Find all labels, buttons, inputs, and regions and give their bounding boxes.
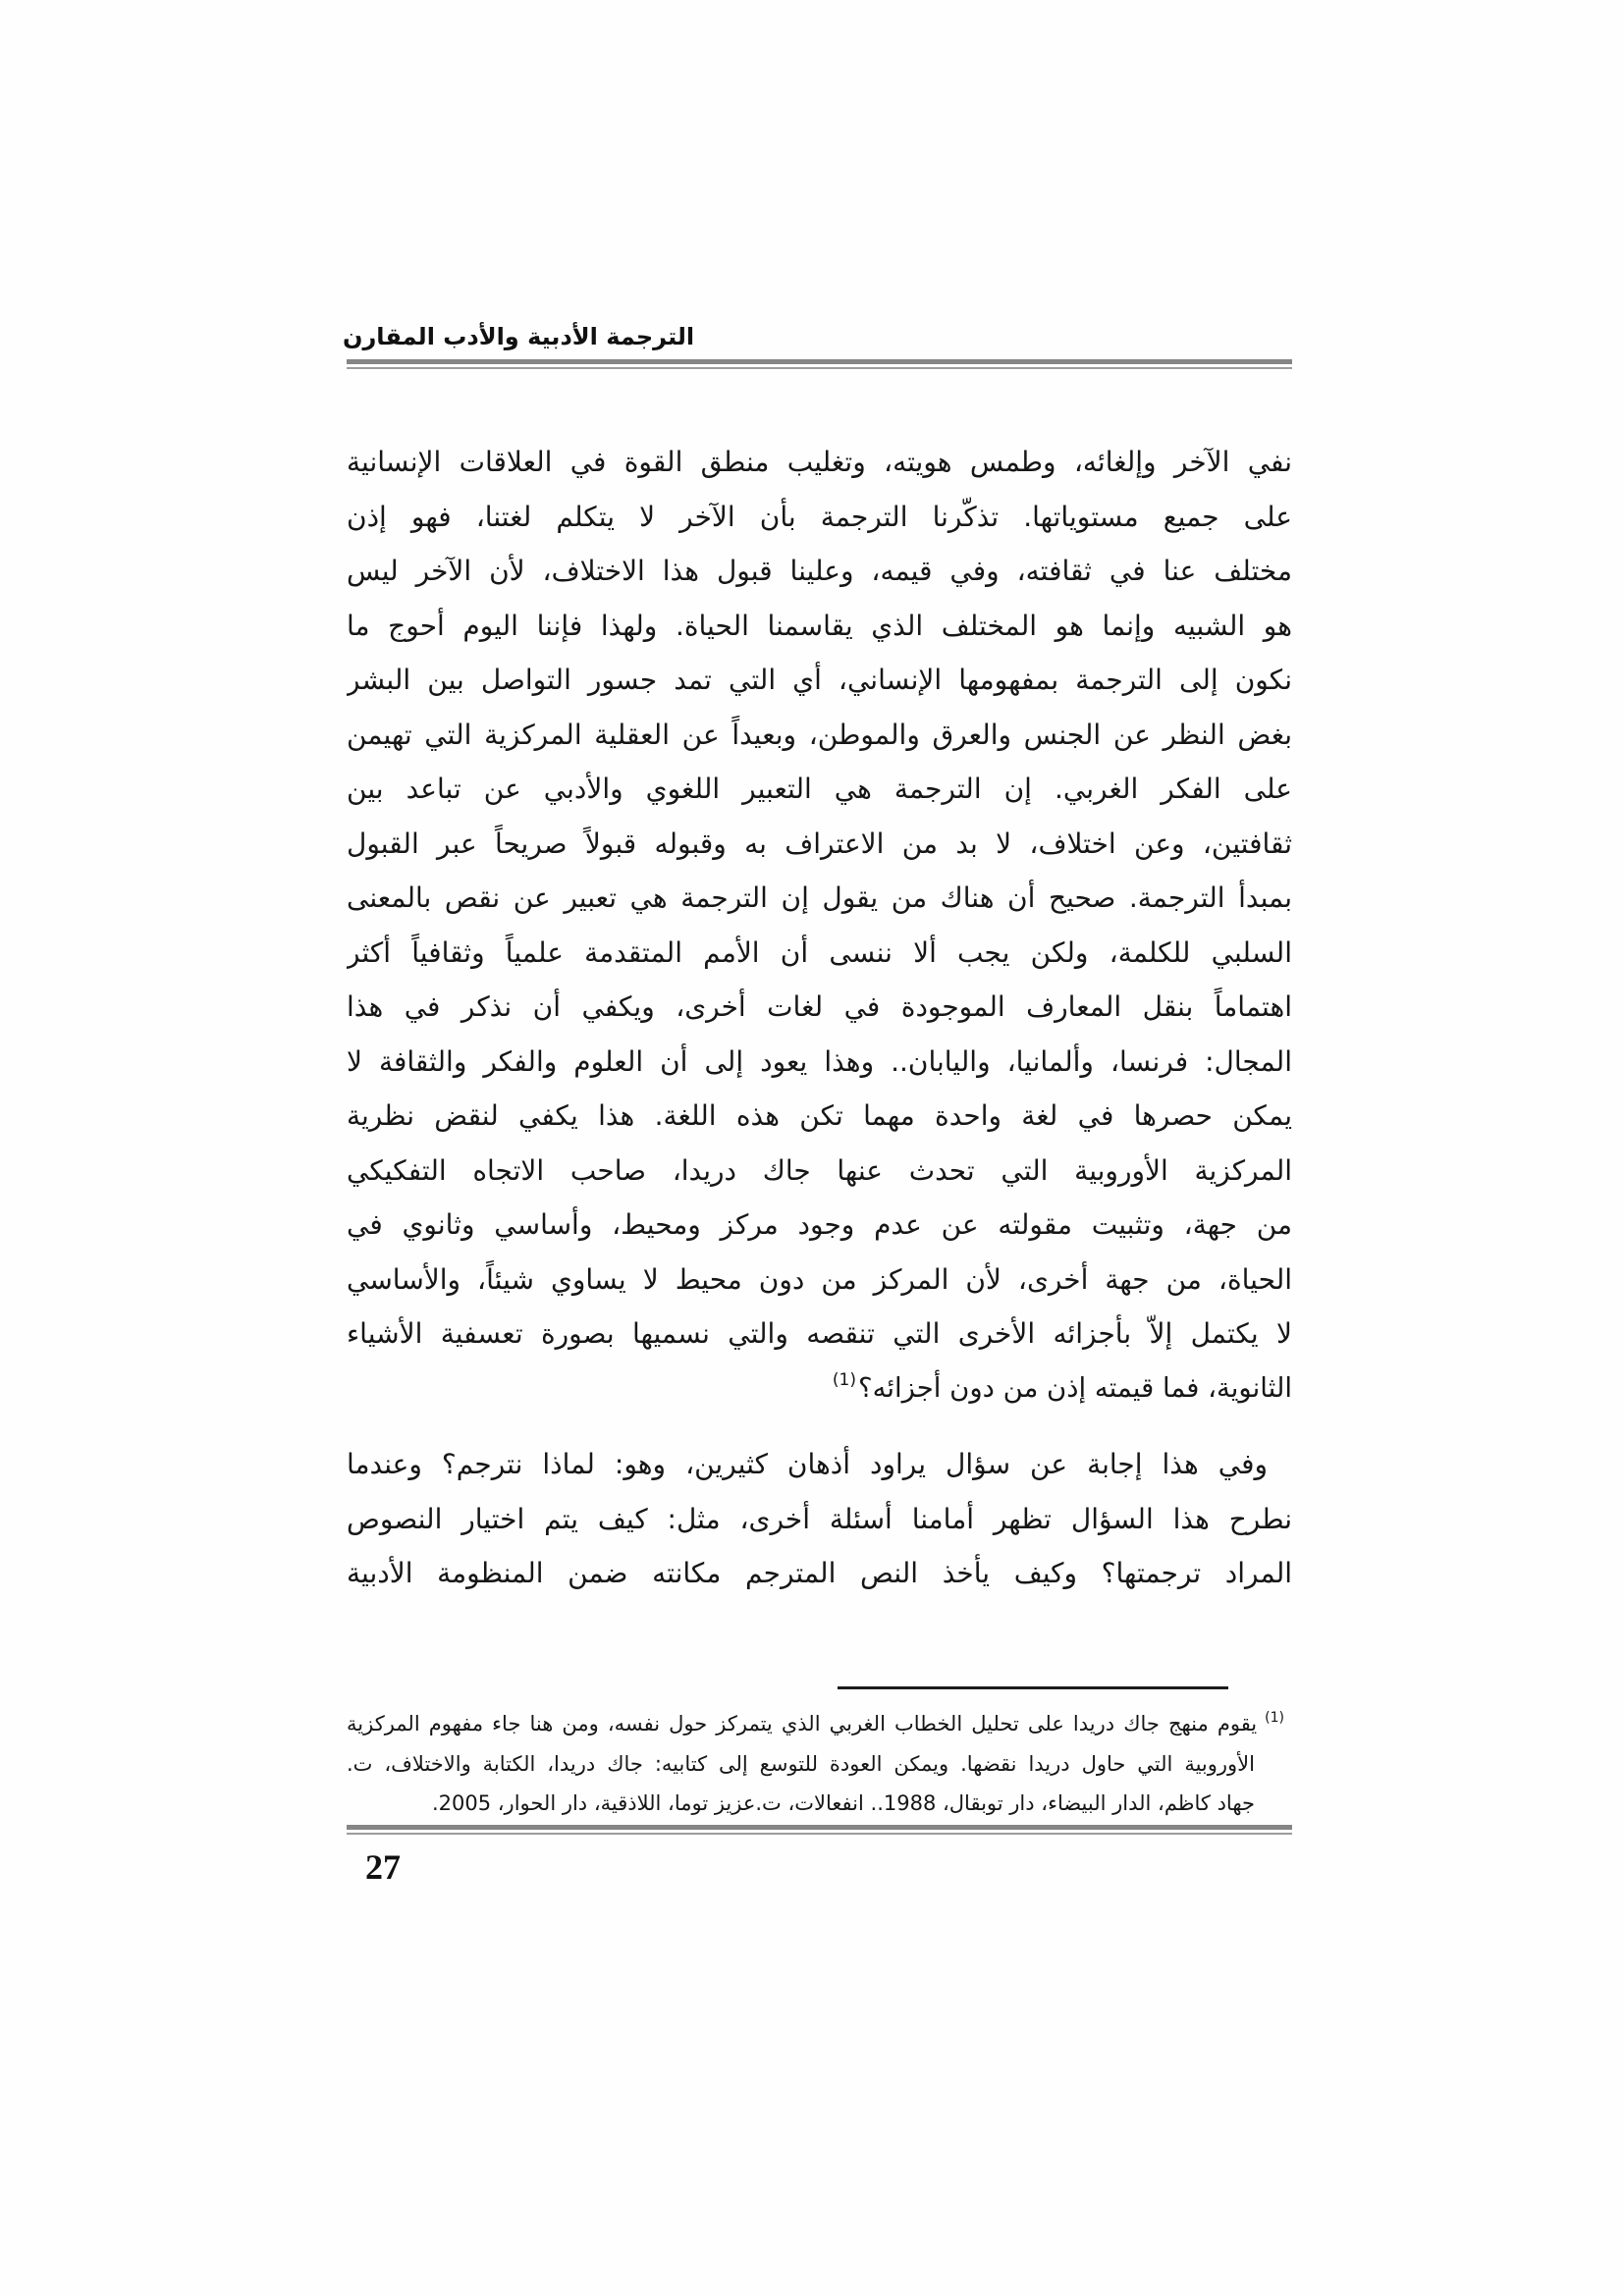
footer-double-rule	[347, 1825, 1292, 1835]
body-line: مختلف عنا في ثقافته، وفي قيمه، وعلينا قبول هذا الاختلاف، لأن الآخر ليس	[347, 555, 1292, 587]
body-line: على الفكر الغربي. إن الترجمة هي التعبير اللغوي والأدبي عن تباعد بين	[347, 773, 1292, 805]
body-line: على جميع مستوياتها. تذكّرنا الترجمة بأن الآخر لا يتكلم لغتنا، فهو إذن	[347, 500, 1292, 533]
body-line: لا يكتمل إلاّ بأجزائه الأخرى التي تنقصه والتي نسميها بصورة تعسفية الأشياء	[347, 1317, 1292, 1350]
footnote-line	[347, 1704, 1292, 1744]
body-line: السلبي للكلمة، ولكن يجب ألا ننسى أن الأمم المتقدمة علمياً وثقافياً أكثر	[347, 935, 1292, 969]
body-line: اهتماماً بنقل المعارف الموجودة في لغات أخرى، ويكفي أن نذكر في هذا	[347, 990, 1292, 1023]
paragraph-2	[347, 1437, 1292, 1601]
footnote-reference: (1)	[832, 1369, 856, 1390]
footnotes	[347, 1704, 1292, 1824]
body-line: ثقافتين، وعن اختلاف، لا بد من الاعتراف به وقبوله قبولاً صريحاً عبر القبول	[347, 827, 1292, 860]
body-line: المركزية الأوروبية التي تحدث عنها جاك دريدا، صاحب الاتجاه التفكيكي	[347, 1153, 1292, 1187]
body-line: وفي هذا إجابة عن سؤال يراود أذهان كثيرين، وهو: لماذا نترجم؟ وعندما	[347, 1448, 1268, 1480]
body-line: نطرح هذا السؤال تظهر أمامنا أسئلة أخرى، مثل: كيف يتم اختيار النصوص	[347, 1502, 1292, 1535]
body-line: بمبدأ الترجمة. صحيح أن هناك من يقول إن الترجمة هي تعبير عن نقص بالمعنى	[347, 881, 1292, 914]
body-line: المجال: فرنسا، وألمانيا، واليابان.. وهذا يعود إلى أن العلوم والفكر والثقافة لا	[347, 1044, 1292, 1078]
footnote-line: الأوروبية التي حاول دريدا نقضها. ويمكن العودة للتوسع إلى كتابيه: جاك دريدا، الكتابة والاختلاف، ت.	[347, 1751, 1255, 1776]
body-line	[347, 1362, 1292, 1416]
body-line-text: الثانوية، فما قيمته إذن من دون أجزائه؟	[857, 1371, 1292, 1404]
body-line: المراد ترجمتها؟ وكيف يأخذ النص المترجم مكانته ضمن المنظومة الأدبية	[347, 1557, 1292, 1589]
body-line: نفي الآخر وإلغائه، وطمس هويته، وتغليب منطق القوة في العلاقات الإنسانية	[347, 446, 1292, 478]
body-line: نكون إلى الترجمة بمفهومها الإنساني، أي التي تمد جسور التواصل بين البشر	[347, 664, 1292, 696]
header-double-rule	[347, 359, 1292, 369]
footnote-marker: (1)	[1265, 1710, 1284, 1726]
body-line: هو الشبيه وإنما هو المختلف الذي يقاسمنا الحياة. ولهذا فإننا اليوم أحوج ما	[347, 609, 1292, 642]
main-text	[347, 435, 1292, 1601]
paragraph-1	[347, 435, 1292, 1415]
body-line: الحياة، من جهة أخرى، لأن المركز من دون محيط لا يساوي شيئاً، والأساسي	[347, 1262, 1292, 1296]
running-header-title: الترجمة الأدبية والأدب المقارن	[343, 323, 695, 350]
body-line: من جهة، وتثبيت مقولته عن عدم وجود مركز ومحيط، وأساسي وثانوي في	[347, 1208, 1292, 1241]
page-number: 27	[365, 1847, 401, 1887]
footnote-line-text: يقوم منهج جاك دريدا على تحليل الخطاب الغربي الذي يتمركز حول نفسه، ومن هنا جاء مفهوم المركزية	[347, 1712, 1258, 1735]
body-line: بغض النظر عن الجنس والعرق والموطن، وبعيداً عن العقلية المركزية التي تهيمن	[347, 718, 1292, 751]
footnote-line: جهاد كاظم، الدار البيضاء، دار توبقال، 1988.. انفعالات، ت.عزيز توما، اللاذقية، دار الحوار، 2005.	[431, 1791, 1255, 1815]
footnote-separator	[838, 1686, 1228, 1689]
body-line: يمكن حصرها في لغة واحدة مهما تكن هذه اللغة. هذا يكفي لنقض نظرية	[347, 1099, 1292, 1132]
